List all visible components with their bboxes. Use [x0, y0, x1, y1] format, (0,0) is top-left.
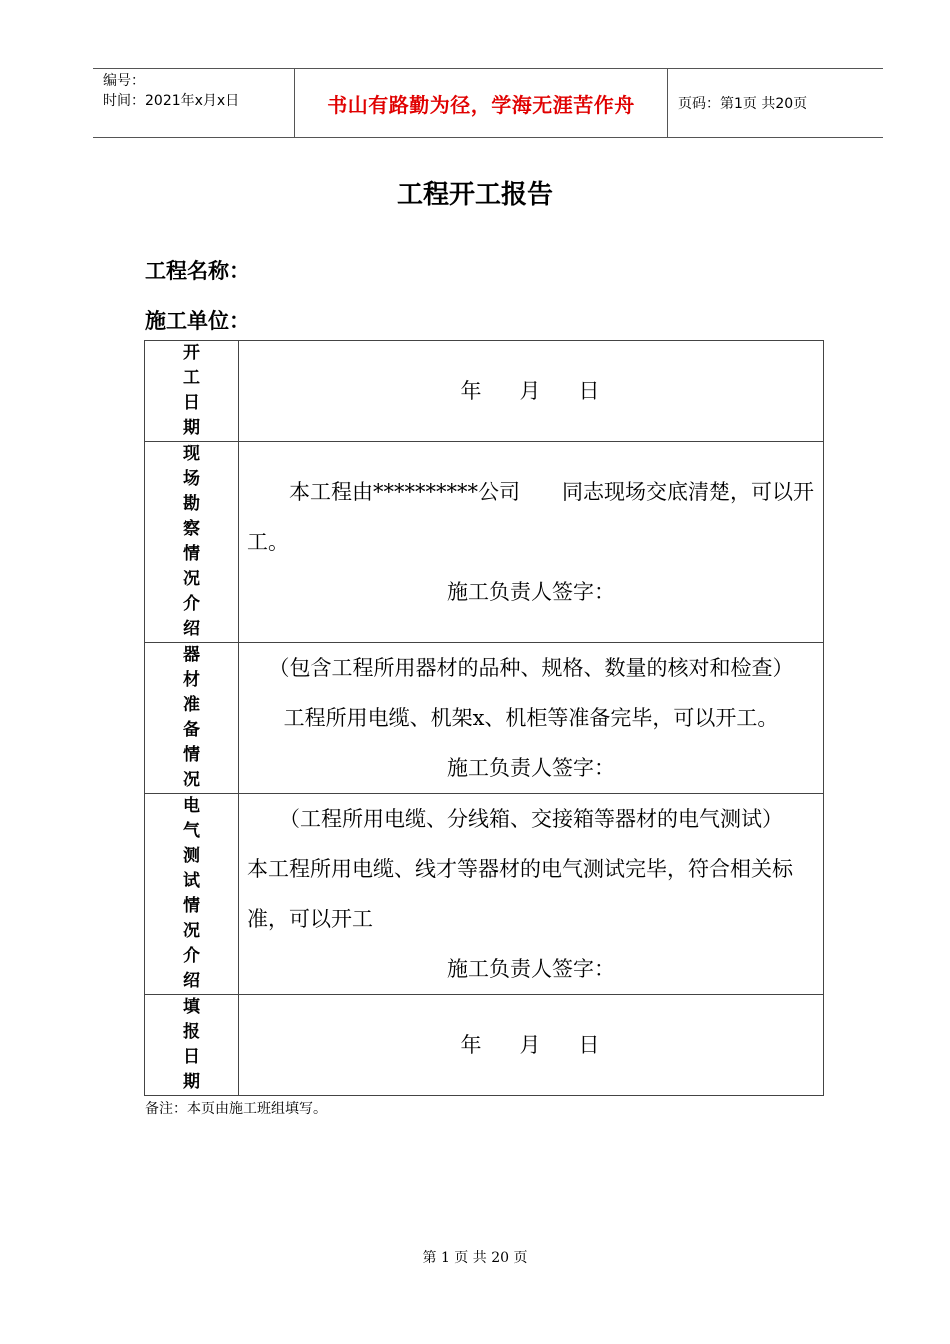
materials-note: （包含工程所用器材的品种、规格、数量的核对和检查） [268, 656, 794, 680]
materials-label: 器 材 准 备 情 况 [145, 643, 239, 794]
year-label: 年 [460, 379, 484, 403]
document-time-label: 时间：2021年x月x日 [103, 93, 240, 109]
table-row-electrical [145, 794, 824, 995]
site-survey-content[interactable] [239, 442, 824, 643]
day-label: 日 [578, 379, 602, 403]
header-meta [93, 69, 295, 137]
start-date-value[interactable] [239, 341, 824, 442]
fill-date-value[interactable] [239, 995, 824, 1096]
year-label: 年 [460, 1033, 484, 1057]
day-label: 日 [578, 1033, 602, 1057]
page-title: 工程开工报告 [396, 180, 553, 210]
page-footer: 第 1 页 共 20 页 [422, 1250, 528, 1266]
report-table [144, 340, 824, 1096]
materials-content[interactable] [239, 643, 824, 794]
site-survey-signature: 施工负责人签字： [447, 580, 615, 604]
document-header [93, 68, 883, 138]
materials-signature: 施工负责人签字： [447, 756, 615, 780]
document-number-label: 编号： [103, 73, 145, 89]
electrical-content[interactable] [239, 794, 824, 995]
electrical-note: （工程所用电缆、分线箱、交接箱等器材的电气测试） [279, 807, 783, 831]
start-date-label: 开 工 日 期 [145, 341, 239, 442]
site-survey-text: 本工程由**********公司 同志现场交底清楚，可以开工。 [247, 480, 814, 554]
construction-unit-label: 施工单位： [145, 309, 250, 333]
fill-date-label: 填 报 日 期 [145, 995, 239, 1096]
table-row-materials [145, 643, 824, 794]
electrical-text: 本工程所用电缆、线才等器材的电气测试完毕，符合相关标准，可以开工 [247, 857, 793, 931]
electrical-label: 电 气 测 试 情 况 介 绍 [145, 794, 239, 995]
electrical-signature: 施工负责人签字： [447, 957, 615, 981]
header-page-number: 页码：第1页 共20页 [678, 96, 808, 112]
table-row-start-date [145, 341, 824, 442]
header-motto-cell [295, 69, 668, 137]
materials-text: 工程所用电缆、机架x、机柜等准备完毕，可以开工。 [283, 706, 779, 730]
table-row-fill-date [145, 995, 824, 1096]
table-row-site-survey [145, 442, 824, 643]
project-name-label: 工程名称： [145, 259, 250, 283]
month-label: 月 [519, 1033, 543, 1057]
header-page-cell [668, 69, 883, 137]
site-survey-label: 现 场 勘 察 情 况 介 绍 [145, 442, 239, 643]
month-label: 月 [519, 379, 543, 403]
header-motto: 书山有路勤为径，学海无涯苦作舟 [327, 92, 635, 117]
remark: 备注：本页由施工班组填写。 [145, 1101, 327, 1117]
